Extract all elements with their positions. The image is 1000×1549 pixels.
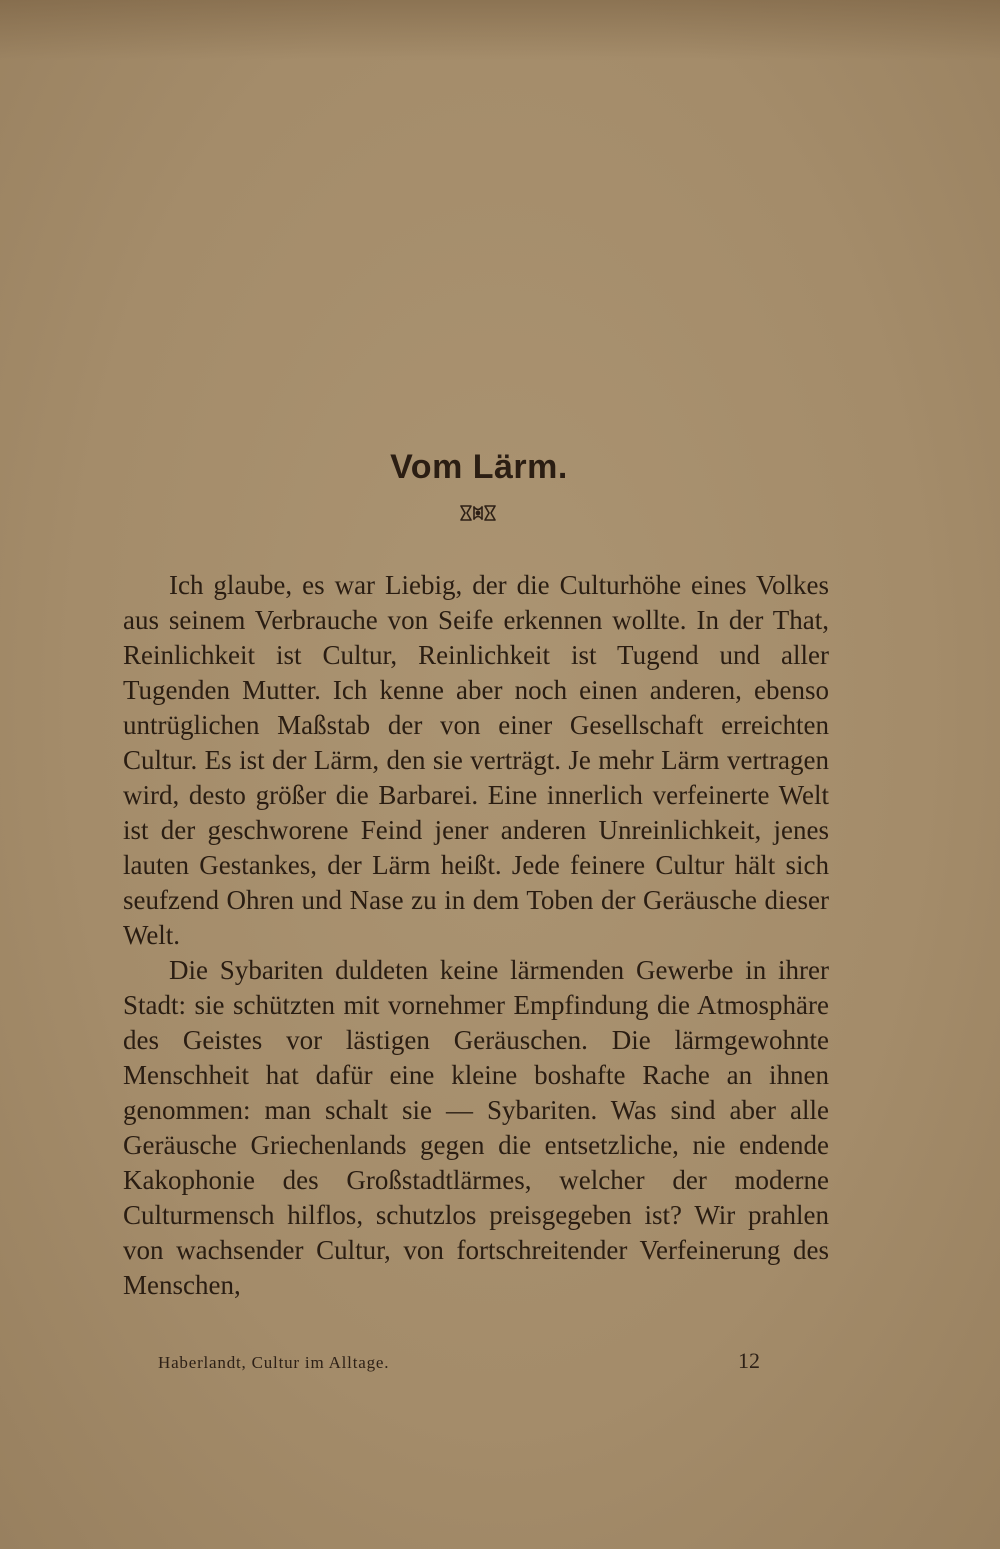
page-number: 12 <box>738 1348 760 1373</box>
body-text <box>123 568 829 1303</box>
paragraph: Ich glaube, es war Liebig, der die Culturhöhe eines Volkes aus seinem Verbrauche von Seife erkennen wollte. In der That, Reinlichkeit ist Cultur, Reinlichkeit ist Tugend und aller Tugenden Mutter. Ich kenne aber noch einen anderen, ebenso untrüglichen Maßstab der von einer Gesellschaft erreichten Cultur. Es ist der Lärm, den sie verträgt. Je mehr Lärm vertragen wird, desto größer die Barbarei. Eine innerlich verfeinerte Welt ist der geschworene Feind jener anderen Unreinlichkeit, jenes lauten Gestankes, der Lärm heißt. Jede feinere Cultur hält sich seufzend Ohren und Nase zu in dem Toben der Geräusche dieser Welt. <box>123 570 829 950</box>
page-footer <box>158 1348 760 1374</box>
fleuron-ornament-icon <box>459 503 497 523</box>
page-edge-shading <box>0 0 1000 60</box>
paragraph: Die Sybariten duldeten keine lärmenden Gewerbe in ihrer Stadt: sie schützten mit vornehmer Empfindung die Atmosphäre des Geistes vor lästigen Geräuschen. Die lärmgewohnte Menschheit hat dafür eine kleine boshafte Rache an ihnen genommen: man schalt sie — Sybariten. Was sind aber alle Geräusche Griechenlands gegen die entsetzliche, nie endende Kakophonie des Großstadtlärmes, welcher der moderne Culturmensch hilflos, schutzlos preisgegeben ist? Wir prahlen von wachsender Cultur, von fortschreitender Verfeinerung des Menschen, <box>123 955 829 1300</box>
signature-line: Haberlandt, Cultur im Alltage. <box>158 1353 390 1372</box>
chapter-title: Vom Lärm. <box>390 447 568 486</box>
